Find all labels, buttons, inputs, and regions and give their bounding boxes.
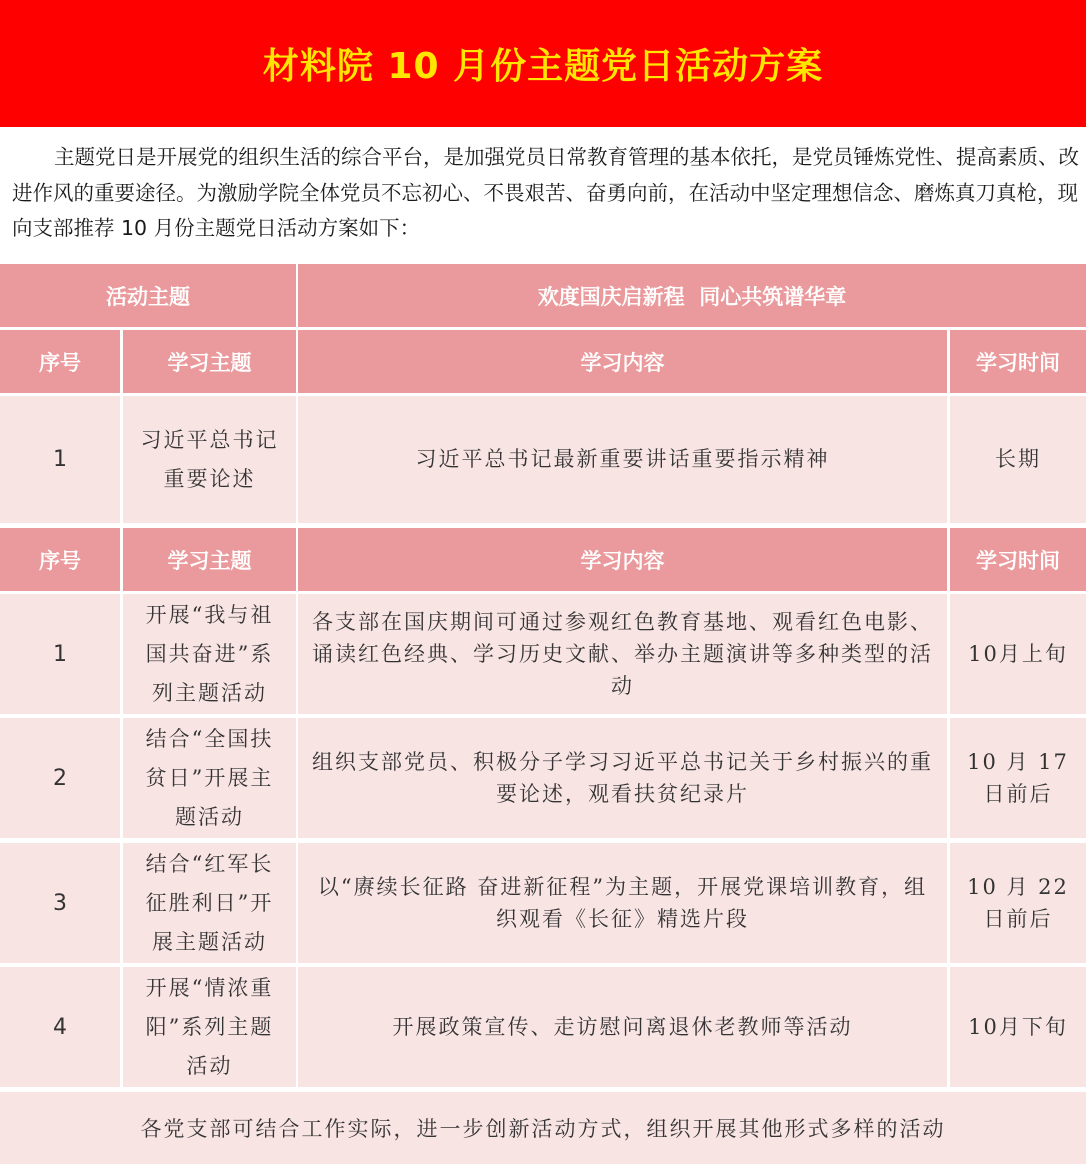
s2-row2-no: 2	[0, 718, 120, 838]
header-topic: 学习主题	[123, 330, 296, 393]
header-no: 序号	[0, 330, 120, 393]
s2-row2-topic: 结合“全国扶贫日”开展主题活动	[123, 718, 296, 838]
header2-time: 学习时间	[950, 528, 1086, 591]
s2-row3-content: 以“赓续长征路 奋进新征程”为主题，开展党课培训教育，组织观看《长征》精选片段	[298, 843, 947, 963]
s2-row2-time: 10 月 17 日前后	[950, 718, 1086, 838]
header-time: 学习时间	[950, 330, 1086, 393]
s2-row1-content: 各支部在国庆期间可通过参观红色教育基地、观看红色电影、诵读红色经典、学习历史文献、举办主题演讲等多种类型的活动	[298, 594, 947, 714]
theme-label: 活动主题	[0, 264, 296, 327]
page-title: 材料院 10 月份主题党日活动方案	[262, 46, 824, 87]
intro-paragraph: 主题党日是开展党的组织生活的综合平台，是加强党员日常教育管理的基本依托，是党员锤炼党性、提高素质、改进作风的重要途径。为激励学院全体党员不忘初心、不畏艰苦、奋勇向前，在活动中坚定理想信念、磨炼真刀真枪，现向支部推荐 10 月份主题党日活动方案如下：	[12, 145, 1079, 240]
s1-row1-no: 1	[0, 396, 120, 523]
s2-row4-no: 4	[0, 967, 120, 1087]
s1-row1-time: 长期	[950, 396, 1086, 523]
s1-row1-topic: 习近平总书记重要论述	[123, 396, 296, 523]
s2-row3-topic: 结合“红军长征胜利日”开展主题活动	[123, 843, 296, 963]
s1-row1-content: 习近平总书记最新重要讲话重要指示精神	[298, 396, 947, 523]
header2-no: 序号	[0, 528, 120, 591]
header2-content: 学习内容	[298, 528, 947, 591]
footer-note: 各党支部可结合工作实际，进一步创新活动方式，组织开展其他形式多样的活动	[0, 1092, 1086, 1164]
s2-row4-topic: 开展“情浓重阳”系列主题活动	[123, 967, 296, 1087]
s2-row2-content: 组织支部党员、积极分子学习习近平总书记关于乡村振兴的重要论述，观看扶贫纪录片	[298, 718, 947, 838]
s2-row1-topic: 开展“我与祖国共奋进”系列主题活动	[123, 594, 296, 714]
s2-row4-time: 10月下旬	[950, 967, 1086, 1087]
s2-row1-no: 1	[0, 594, 120, 714]
s2-row3-no: 3	[0, 843, 120, 963]
s2-row1-time: 10月上旬	[950, 594, 1086, 714]
title-banner	[0, 0, 1086, 127]
header-content: 学习内容	[298, 330, 947, 393]
s2-row3-time: 10 月 22 日前后	[950, 843, 1086, 963]
header2-topic: 学习主题	[123, 528, 296, 591]
theme-value: 欢度国庆启新程 同心共筑谱华章	[298, 264, 1086, 327]
s2-row4-content: 开展政策宣传、走访慰问离退休老教师等活动	[298, 967, 947, 1087]
